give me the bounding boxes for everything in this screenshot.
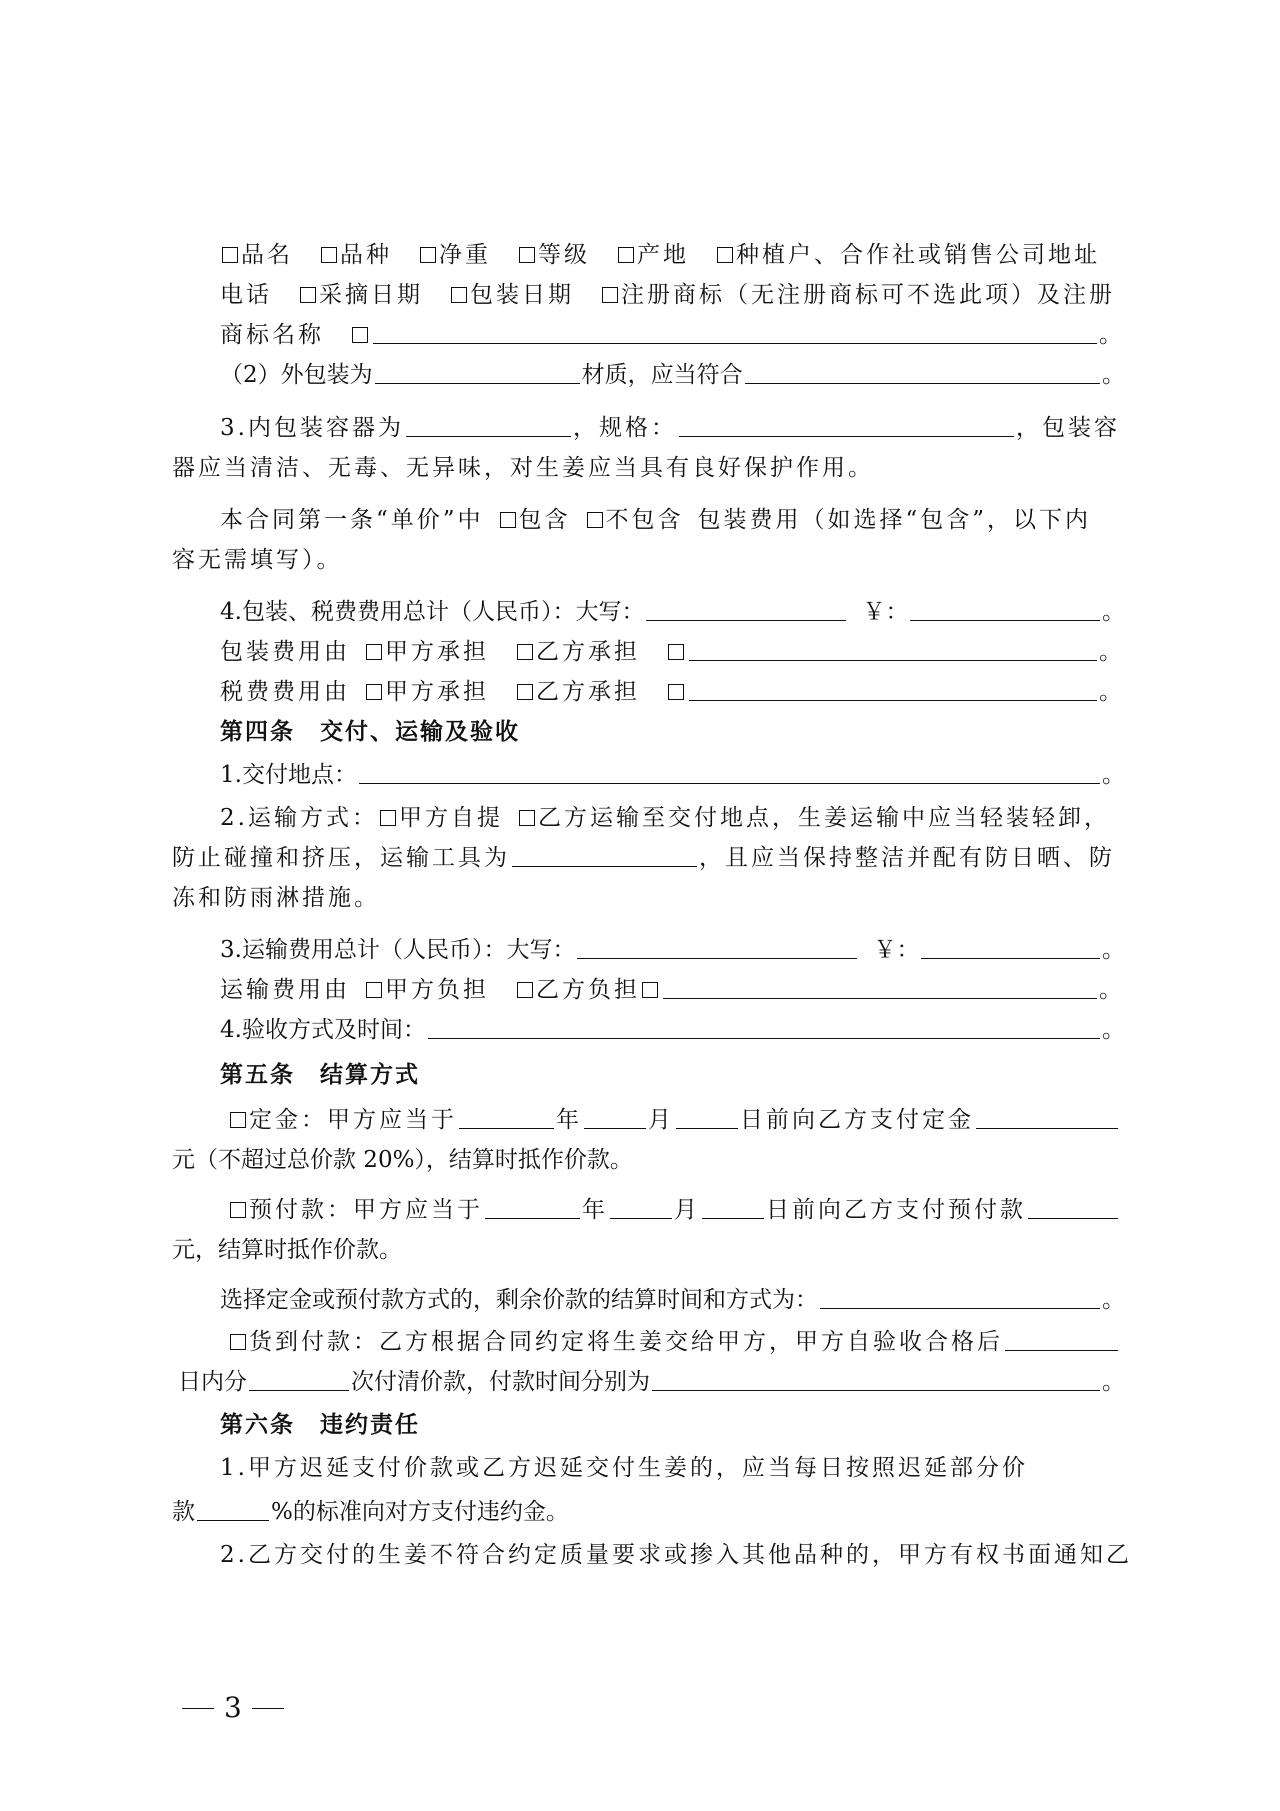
outer-packaging-line: （2）外包装为 材质，应当符合 。 bbox=[220, 355, 1125, 395]
prepay-year-field[interactable] bbox=[485, 1190, 580, 1219]
penalty-rate-field[interactable] bbox=[197, 1492, 269, 1521]
prepay-month-field[interactable] bbox=[610, 1190, 672, 1219]
outer-packaging-standard-field[interactable] bbox=[745, 355, 1100, 384]
deposit-day-field[interactable] bbox=[676, 1100, 738, 1129]
paragraph-line: 器应当清洁、无毒、无异味，对生姜应当具有良好保护作用。 bbox=[172, 455, 874, 481]
checkbox-trans-party-b[interactable] bbox=[517, 982, 533, 998]
trademark-name-field[interactable] bbox=[373, 315, 1097, 344]
paragraph-line: 冻和防雨淋措施。 bbox=[172, 885, 380, 911]
packaging-fee-bearer-line: 包装费用由 甲方承担 乙方承担 。 bbox=[220, 632, 1125, 672]
unit-price-line: 本合同第一条“单价”中 包含 不包含 包装费用（如选择“包含”，以下内 bbox=[220, 507, 1092, 533]
checkbox-tax-party-a[interactable] bbox=[366, 684, 382, 700]
prepay-amount-field[interactable] bbox=[1028, 1190, 1118, 1219]
checkbox-grade[interactable] bbox=[519, 247, 535, 263]
page-dash-right bbox=[252, 1708, 284, 1709]
checkbox-variety[interactable] bbox=[321, 247, 337, 263]
transport-tool-line: 防止碰撞和挤压，运输工具为 ，且应当保持整洁并配有防日晒、防 bbox=[172, 838, 1117, 878]
inner-container-field[interactable] bbox=[406, 408, 571, 437]
pack-other-field[interactable] bbox=[689, 632, 1097, 661]
acceptance-line: 4.验收方式及时间： 。 bbox=[220, 1010, 1125, 1050]
page-dash-left bbox=[182, 1708, 214, 1709]
remaining-payment-field[interactable] bbox=[820, 1280, 1100, 1309]
paragraph-line: 1.甲方迟延支付价款或乙方迟延交付生姜的，应当每日按照迟延部分价 bbox=[220, 1455, 1028, 1481]
cod-times-field[interactable] bbox=[652, 1362, 1100, 1391]
transport-method-line: 2.运输方式： 甲方自提 乙方运输至交付地点，生姜运输中应当轻装轻卸， bbox=[220, 805, 1110, 831]
packaging-tax-total-line: 4.包装、税费费用总计（人民币）：大写： ￥： 。 bbox=[220, 592, 1125, 632]
packaging-tax-total-amount-field[interactable] bbox=[910, 592, 1100, 621]
delivery-place-line: 1.交付地点： 。 bbox=[220, 755, 1125, 795]
checkbox-origin[interactable] bbox=[618, 247, 634, 263]
checkbox-trademark[interactable] bbox=[602, 287, 618, 303]
paragraph-line: 容无需填写）。 bbox=[172, 547, 343, 573]
checkbox-harvest-date[interactable] bbox=[300, 287, 316, 303]
checkbox-packing-date[interactable] bbox=[451, 287, 467, 303]
checkbox-prepayment[interactable] bbox=[230, 1202, 246, 1218]
checkbox-include[interactable] bbox=[500, 512, 516, 528]
transport-total-amount-field[interactable] bbox=[921, 930, 1100, 959]
penalty-rate-line: 款 %的标准向对方支付违约金。 bbox=[172, 1492, 1117, 1532]
prepay-day-field[interactable] bbox=[702, 1190, 764, 1219]
trademark-name-line: 商标名称 。 bbox=[220, 315, 1125, 355]
paragraph-line: 2.乙方交付的生姜不符合约定质量要求或掺入其他品种的，甲方有权书面通知乙 bbox=[220, 1542, 1132, 1568]
transport-total-words-field[interactable] bbox=[577, 930, 857, 959]
section-heading: 第六条 违约责任 bbox=[220, 1412, 420, 1438]
inner-spec-field[interactable] bbox=[679, 408, 1014, 437]
packaging-tax-total-words-field[interactable] bbox=[646, 592, 846, 621]
checkbox-net-weight[interactable] bbox=[420, 247, 436, 263]
checkbox-pack-party-a[interactable] bbox=[366, 644, 382, 660]
inner-packaging-line: 3.内包装容器为 ，规格： ，包装容 bbox=[220, 408, 1120, 448]
label-items-line: 品名 品种 净重 等级 产地 种植户、合作社或销售公司地址 bbox=[220, 235, 1120, 275]
checkbox-product-name[interactable] bbox=[222, 247, 238, 263]
deposit-month-field[interactable] bbox=[584, 1100, 646, 1129]
transport-fee-bearer-line: 运输费用由 甲方负担 乙方负担 。 bbox=[220, 970, 1125, 1010]
checkbox-exclude[interactable] bbox=[587, 512, 603, 528]
checkbox-deposit[interactable] bbox=[230, 1112, 246, 1128]
deposit-year-field[interactable] bbox=[459, 1100, 554, 1129]
checkbox-tax-party-b[interactable] bbox=[517, 684, 533, 700]
remaining-payment-line: 选择定金或预付款方式的，剩余价款的结算时间和方式为： 。 bbox=[220, 1280, 1125, 1320]
checkbox-trans-other[interactable] bbox=[642, 982, 658, 998]
checkbox-cod[interactable] bbox=[230, 1334, 246, 1350]
prepayment-line: 预付款：甲方应当于 年 月 日前向乙方支付预付款 bbox=[228, 1190, 1120, 1230]
section-heading: 第四条 交付、运输及验收 bbox=[220, 719, 520, 745]
acceptance-field[interactable] bbox=[428, 1010, 1100, 1039]
paragraph-line: 元（不超过总价款 20%），结算时抵作价款。 bbox=[172, 1147, 633, 1173]
tax-other-field[interactable] bbox=[689, 672, 1097, 701]
cod-line: 货到付款：乙方根据合同约定将生姜交给甲方，甲方自验收合格后 bbox=[228, 1322, 1120, 1362]
transport-tool-field[interactable] bbox=[512, 838, 697, 867]
cod-days-field[interactable] bbox=[1005, 1322, 1118, 1351]
checkbox-pack-party-b[interactable] bbox=[517, 644, 533, 660]
checkbox-self-pickup[interactable] bbox=[380, 810, 396, 826]
cod-installments-line: 日内分 次付清价款，付款时间分别为 。 bbox=[178, 1362, 1125, 1402]
trans-other-field[interactable] bbox=[663, 970, 1097, 999]
label-items-line-2: 电话 采摘日期 包装日期 注册商标（无注册商标可不选此项）及注册 bbox=[220, 282, 1115, 308]
page-number: 3 bbox=[172, 1688, 294, 1728]
checkbox-trademark-name[interactable] bbox=[352, 327, 368, 343]
checkbox-seller-transport[interactable] bbox=[519, 810, 535, 826]
deposit-amount-field[interactable] bbox=[976, 1100, 1118, 1129]
checkbox-trans-party-a[interactable] bbox=[366, 982, 382, 998]
checkbox-tax-other[interactable] bbox=[668, 684, 684, 700]
transport-total-line: 3.运输费用总计（人民币）：大写： ￥： 。 bbox=[220, 930, 1125, 970]
delivery-place-field[interactable] bbox=[359, 755, 1100, 784]
paragraph-line: 元，结算时抵作价款。 bbox=[172, 1237, 402, 1263]
cod-installments-field[interactable] bbox=[249, 1362, 349, 1391]
checkbox-pack-other[interactable] bbox=[668, 644, 684, 660]
tax-fee-bearer-line: 税费费用由 甲方承担 乙方承担 。 bbox=[220, 672, 1125, 712]
checkbox-grower-address[interactable] bbox=[717, 247, 733, 263]
deposit-line: 定金：甲方应当于 年 月 日前向乙方支付定金 bbox=[228, 1100, 1120, 1140]
section-heading: 第五条 结算方式 bbox=[220, 1062, 420, 1088]
outer-packaging-material-field[interactable] bbox=[375, 355, 580, 384]
